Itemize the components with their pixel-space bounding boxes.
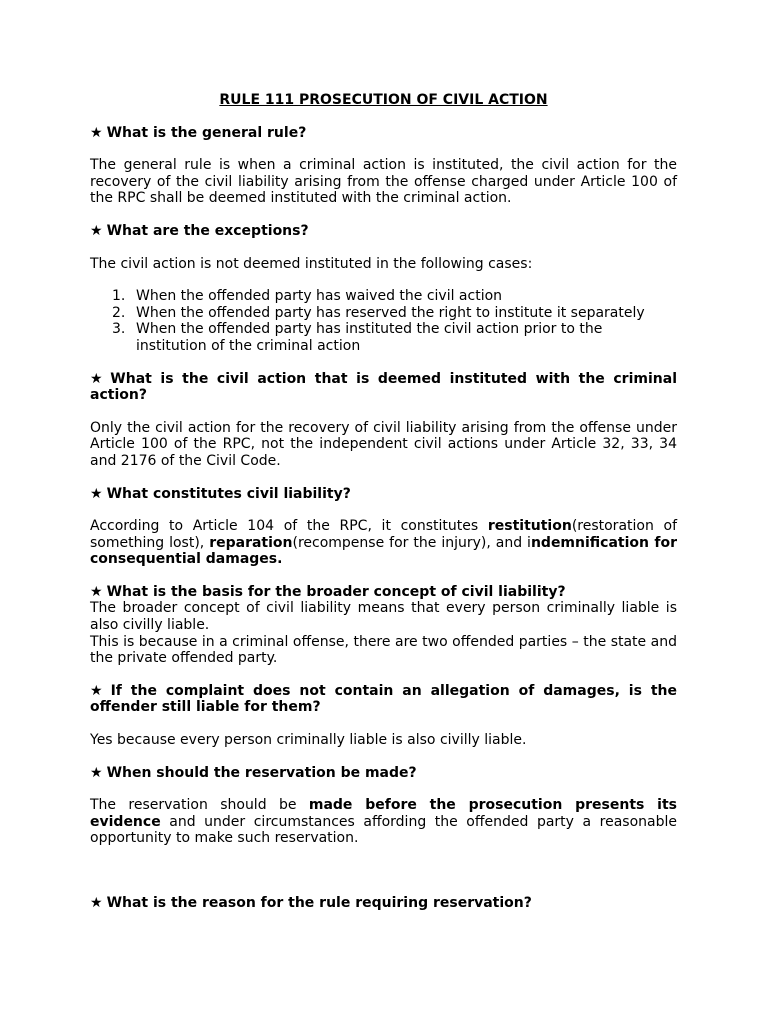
list-item	[90, 305, 677, 322]
answer-general-rule: The general rule is when a criminal action is instituted, the civil action for the recovery of the civil liability arising from the offense charged under Article 100 of the RPC shall be deemed instituted with the criminal action.	[90, 157, 677, 207]
list-item-text: When the offended party has waived the civil action	[136, 288, 503, 305]
question-text: What are the exceptions?	[106, 222, 309, 239]
bold-term-before-evidence: made before the prosecution presents its evidence	[90, 797, 677, 830]
exceptions-intro: The civil action is not deemed instituted in the following cases:	[90, 255, 533, 272]
answer-text: (restoration of something lost),	[90, 518, 677, 551]
list-item-number: 1.	[112, 288, 126, 305]
question-reservation-timing	[90, 765, 677, 782]
blank-space	[90, 863, 677, 895]
question-deemed-instituted	[90, 371, 677, 404]
answer-broader-concept-1: The broader concept of civil liability means that every person criminally liable is also civilly liable.	[90, 600, 677, 634]
exceptions-list	[90, 288, 677, 354]
answer-damages-allegation: Yes because every person criminally liable is also civilly liable.	[90, 732, 527, 749]
list-item	[90, 321, 677, 354]
question-damages-allegation	[90, 683, 677, 716]
question-text: What constitutes civil liability?	[106, 485, 351, 502]
list-item	[90, 288, 677, 305]
answer-text: The reservation should be	[90, 797, 309, 814]
list-item-text: When the offended party has reserved the right to institute it separately	[136, 304, 645, 321]
answer-deemed-instituted: Only the civil action for the recovery of civil liability arising from the offense under Article 100 of the RPC, not the independent civil actions under Article 32, 33, 34 and 2176 of the Civil Code.	[90, 419, 677, 469]
answer-text: According to Article 104 of the RPC, it constitutes	[90, 518, 488, 535]
question-text: If the complaint does not contain an allegation of damages, is the offender still liable for them?	[90, 682, 677, 716]
list-item-text: When the offended party has instituted the civil action prior to the institution of the criminal action	[136, 321, 603, 354]
question-civil-liability	[90, 486, 677, 503]
question-text: What is the basis for the broader concept of civil liability?	[106, 583, 566, 600]
answer-civil-liability	[90, 518, 677, 568]
star-icon: ★	[90, 485, 103, 502]
answer-reservation-timing	[90, 797, 677, 847]
star-icon: ★	[90, 583, 103, 600]
bold-term-indemnification: ndemnification for consequential damages.	[90, 534, 677, 568]
question-broader-concept	[90, 584, 677, 601]
question-text: What is the civil action that is deemed instituted with the criminal action?	[90, 370, 677, 404]
star-icon: ★	[90, 895, 103, 911]
answer-broader-concept-2: This is because in a criminal offense, there are two offended parties – the state and the private offended party.	[90, 633, 677, 667]
bold-term-reparation: reparation	[209, 534, 293, 551]
document-page	[90, 92, 677, 928]
question-text: What is the general rule?	[106, 124, 307, 141]
document-title: RULE 111 PROSECUTION OF CIVIL ACTION	[219, 92, 548, 108]
star-icon: ★	[90, 222, 103, 239]
star-icon: ★	[90, 682, 107, 699]
list-item-number: 3.	[112, 321, 126, 338]
question-reservation-reason	[90, 895, 677, 912]
question-general-rule	[90, 125, 677, 142]
star-icon: ★	[90, 124, 103, 141]
star-icon: ★	[90, 370, 107, 387]
answer-text: and under circumstances affording the offended party a reasonable opportunity to make such reservation.	[90, 813, 677, 847]
bold-term-restitution: restitution	[487, 518, 572, 535]
question-text: What is the reason for the rule requiring reservation?	[106, 895, 532, 911]
star-icon: ★	[90, 764, 103, 781]
answer-text: (recompense for the injury), and i	[292, 534, 531, 551]
question-text: When should the reservation be made?	[106, 764, 417, 781]
list-item-number: 2.	[112, 304, 126, 321]
question-exceptions	[90, 223, 677, 240]
